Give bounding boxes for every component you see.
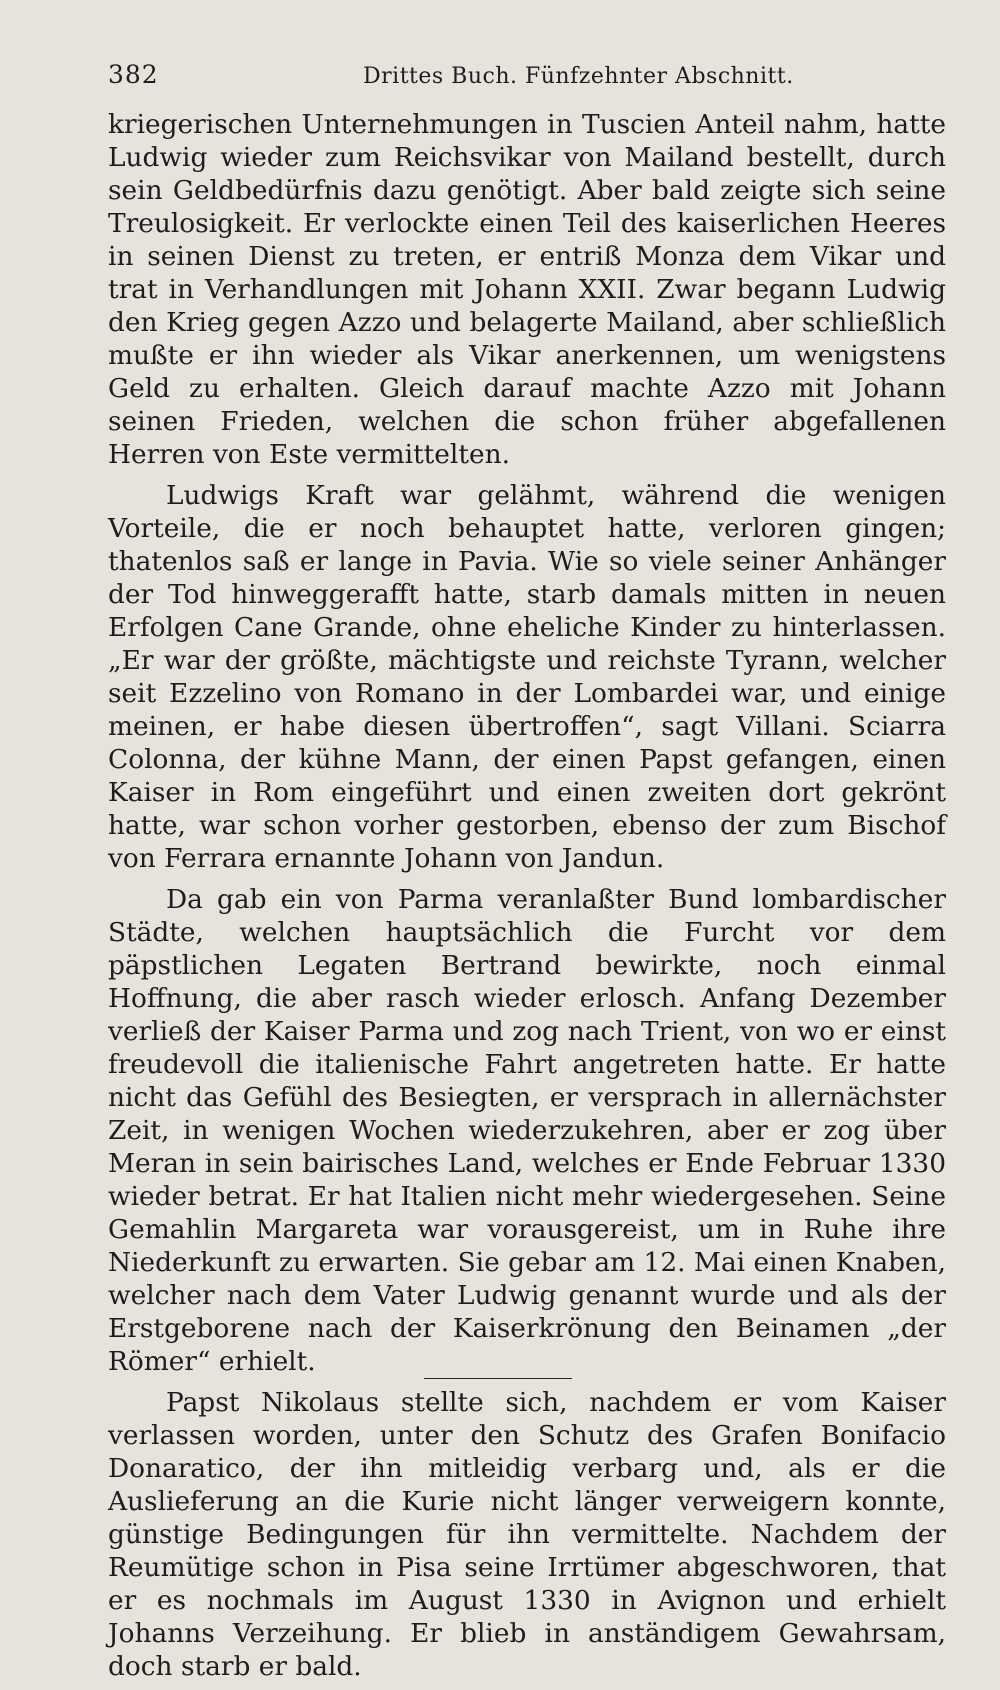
paragraph-papst-nikolaus: Papst Nikolaus stellte sich, nachdem er vom Kaiser verlassen worden, unter den Schutz des Grafen Bonifacio Donaratico, der ihn mitleidig verbarg und, als er die Auslieferung an die Kurie nicht länger verweigern konnte, günstige Bedingungen für ihn vermittelte. Nachdem der Reumütige schon in Pisa seine Irrtümer abgeschworen, that er es nochmals im August 1330 in Avignon und erhielt Johanns Verzeihung. Er blieb in anständigem Gewahrsam, doch starb er bald. bbox=[108, 1387, 946, 1682]
page-number: 382 bbox=[108, 60, 159, 89]
paragraph-ludwigs-kraft: Ludwigs Kraft war gelähmt, während die wenigen Vorteile, die er noch behauptet hatte, verloren gingen; thatenlos saß er lange in Pavia. Wie so viele seiner Anhänger der Tod hinweggerafft hatte, starb damals mitten in neuen Erfolgen Cane Grande, ohne eheliche Kinder zu hinterlassen. „Er war der größte, mächtigste und reichste Tyrann, welcher seit Ezzelino von Romano in der Lombardei war, und einige meinen, er habe diesen übertroffen“, sagt Villani. Sciarra Colonna, der kühne Mann, der einen Papst gefangen, einen Kaiser in Rom eingeführt und einen zweiten dort gekrönt hatte, war schon vorher gestorben, ebenso der zum Bischof von Ferrara ernannte Johann von Jandun. bbox=[108, 480, 946, 874]
section-end-rule bbox=[424, 1378, 572, 1379]
paragraph-parma-bund: Da gab ein von Parma veranlaßter Bund lombardischer Städte, welchen hauptsächlich die Furcht vor dem päpstlichen Legaten Bertrand bewirkte, noch einmal Hoffnung, die aber rasch wieder erlosch. Anfang Dezember verließ der Kaiser Parma und zog nach Trient, von wo er einst freudevoll die italienische Fahrt angetreten hatte. Er hatte nicht das Gefühl des Besiegten, er versprach in allernächster Zeit, in wenigen Wochen wiederzukehren, aber er zog über Meran in sein bairisches Land, welches er Ende Februar 1330 wieder betrat. Er hat Italien nicht mehr wiedergesehen. Seine Gemahlin Margareta war vorausgereist, um in Ruhe ihre Niederkunft zu erwarten. Sie gebar am 12. Mai einen Knaben, welcher nach dem Vater Ludwig genannt wurde und als der Erstgeborene nach der Kaiserkrönung den Beinamen „der Römer“ erhielt. bbox=[108, 884, 946, 1377]
running-title: Drittes Buch. Fünfzehnter Abschnitt. bbox=[363, 64, 794, 89]
paragraph-continuation: kriegerischen Unternehmungen in Tuscien Anteil nahm, hatte Ludwig wieder zum Reichsvikar von Mailand bestellt, durch sein Geldbedürfnis dazu genötigt. Aber bald zeigte sich seine Treulosigkeit. Er verlockte einen Teil des kaiserlichen Heeres in seinen Dienst zu treten, er entriß Monza dem Vikar und trat in Verhandlungen mit Johann XXII. Zwar begann Ludwig den Krieg gegen Azzo und belagerte Mailand, aber schließlich mußte er ihn wieder als Vikar anerkennen, um wenigstens Geld zu erhalten. Gleich darauf machte Azzo mit Johann seinen Frieden, welchen die schon früher abgefallenen Herren von Este vermittelten. bbox=[108, 109, 946, 470]
running-head bbox=[108, 60, 938, 100]
body-text bbox=[108, 108, 946, 1683]
